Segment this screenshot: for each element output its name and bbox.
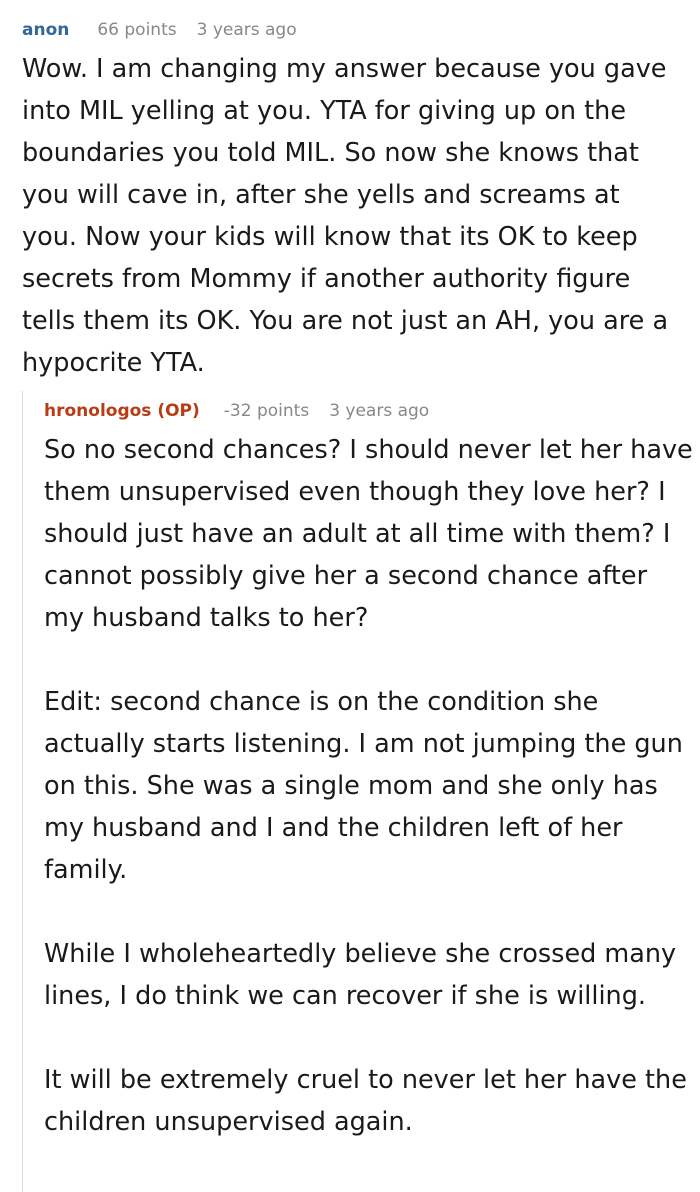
reply-meta	[44, 399, 694, 423]
comment	[22, 18, 682, 384]
reply-body	[44, 429, 694, 1143]
reply-paragraph: It will be extremely cruel to never let her have the children unsupervised again.	[44, 1065, 687, 1137]
comment-meta	[22, 18, 682, 42]
comment-timestamp[interactable]: 3 years ago	[196, 20, 297, 40]
reply-comment	[44, 399, 694, 1185]
reply-paragraph: While I wholeheartedly believe she crossed many lines, I do think we can recover if she is willing.	[44, 939, 677, 1011]
reply-author[interactable]: hronologos (OP)	[44, 401, 200, 421]
reply-paragraph: So no second chances? I should never let her have them unsupervised even though they love her? I should just have an adult at all time with them? I cannot possibly give her a second chance after my husband talks to her?	[44, 435, 693, 633]
reply-paragraph: Edit: second chance is on the condition she actually starts listening. I am not jumping the gun on this. She was a single mom and she only has my husband and I and the children left of her family.	[44, 687, 683, 885]
reply-points: -32 points	[223, 401, 310, 421]
comment-author[interactable]: anon	[22, 20, 70, 40]
reply-thread	[22, 391, 700, 1192]
reply-timestamp[interactable]: 3 years ago	[329, 401, 430, 421]
comment-body: Wow. I am changing my answer because you gave into MIL yelling at you. YTA for giving up on the boundaries you told MIL. So now she knows that you will cave in, after she yells and screams at you. Now your kids will know that its OK to keep secrets from Mommy if another authority figure tells them its OK. You are not just an AH, you are a hypocrite YTA.	[22, 54, 669, 378]
comment-points: 66 points	[97, 20, 177, 40]
